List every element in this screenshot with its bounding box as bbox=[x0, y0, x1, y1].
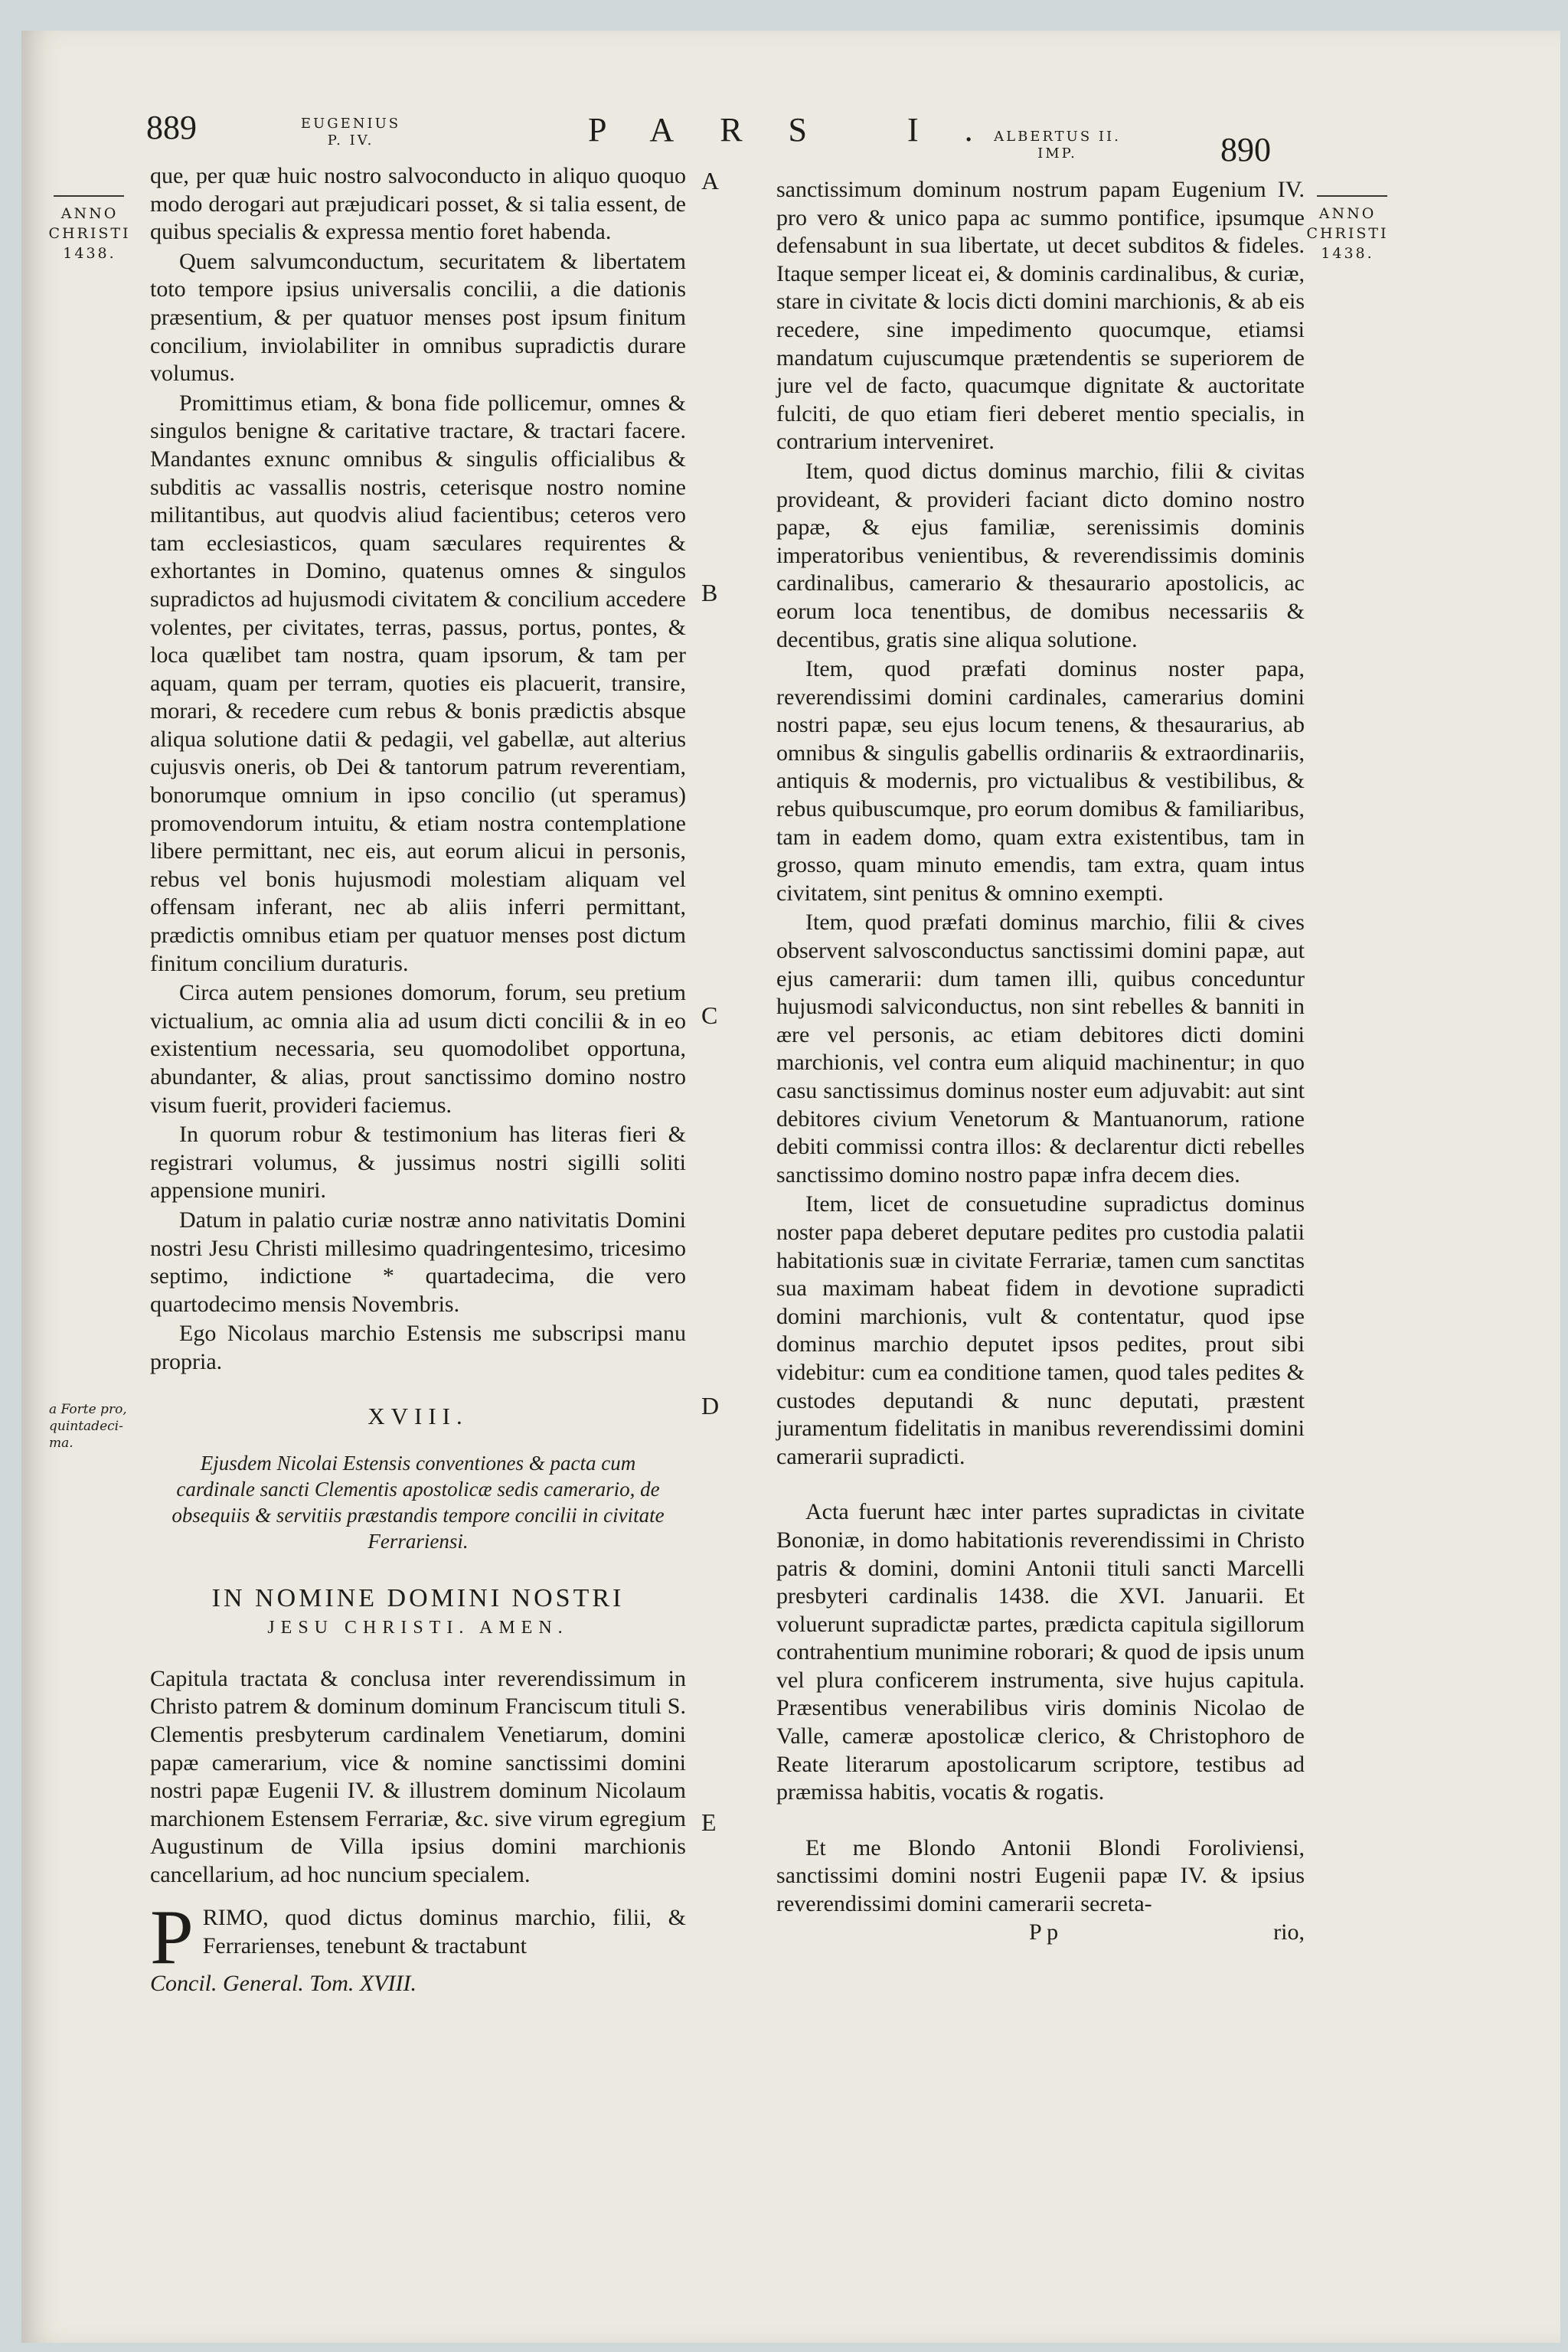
page-signature-line bbox=[776, 1919, 1305, 1949]
margin-rule-left bbox=[54, 195, 124, 197]
left-paragraph-3: Promittimus etiam, & bona fide pollicemur, omnes & singulos benigne & caritative tractare, & tractari facere. Mandantes exnunc omnibus & singulis officialibus & subditis ac vassallis nostris, ceterisque nostro nomine militantibus, aut quodvis aliud facientibus; ceteros vero tam ecclesiasticos, quam sæculares requirentes & exhortantes in Domino, quatenus omnes & singulos supradictos ad hujusmodi civitatem & concilium accedere volentes, per civitates, terras, passus, portus, pontes, & loca quælibet tam nostra, quam ipsorum, & tam per aquam, quam per terram, quoties eis placuerit, transire, morari, & recedere cum rebus & bonis prædictis absque aliqua solutione datii & pedagii, vel gabellæ, aut alterius cujusvis oneris, ob Dei & tantorum patrum reverentiam, bonorumque omnium in ipso concilio (ut speramus) promovendorum intuitu, & etiam nostra contemplatione libere permittant, nec eis, aut eorum alicui in personis, rebus vel bonis hujusmodi molestiam aliquam vel offensam inferant, nec ab aliis inferri permittant, prædictis omnibus etiam per quatuor menses post dictum finitum concilium duraturis. bbox=[150, 390, 686, 976]
right-runner-sub: IMP. bbox=[1037, 145, 1077, 162]
section-letter-c: C bbox=[701, 1001, 718, 1029]
left-running-head bbox=[297, 116, 404, 149]
section-letter-b: B bbox=[701, 579, 718, 606]
margin-year-right-line2: CHRISTI bbox=[1306, 225, 1389, 242]
margin-year-left-line2: CHRISTI bbox=[48, 225, 131, 242]
left-paragraph-4: Circa autem pensiones domorum, forum, seu pretium victualium, ac omnia alia ad usum dicti concilii & in eo existentium necessaria, seu quomodolibet opportuna, abundanter, & alias, prout sanctissimo domino nostro visum fuerit, provideri faciemus. bbox=[150, 980, 686, 1118]
right-runner-name: ALBERTUS II. bbox=[994, 129, 1121, 145]
side-note-left bbox=[49, 1401, 141, 1452]
margin-year-left bbox=[47, 204, 132, 263]
side-note-line3: ma. bbox=[49, 1436, 74, 1451]
book-page bbox=[21, 31, 1560, 2343]
right-column bbox=[776, 176, 1305, 1949]
section-letter-e: E bbox=[701, 1808, 717, 1836]
primo-paragraph bbox=[150, 1894, 686, 1981]
signature-mark: P p bbox=[1029, 1919, 1059, 1945]
left-paragraph-8: Capitula tractata & conclusa inter reverendissimum in Christo patrem & dominum dominum Franciscum tituli S. Clementis presbyterum cardinalem Venetiarum, domini papæ camerarium, vice & nomine sanctissimi domini nostri papæ Eugenii IV. & illustrem dominum Nicolaum marchionem Estensem Ferrariæ, &c. sive virum egregium Augustinum de Villa ipsius domini marchionis cancellarium, ad hoc nuncium specialem. bbox=[150, 1665, 686, 1887]
left-paragraph-2: Quem salvumconductum, securitatem & libertatem toto tempore ipsius universalis concilii, a die dationis præsentium, & per quatuor menses post ipsum finitum concilium, inviolabiliter in omnibus supradictis durare volumus. bbox=[150, 248, 686, 387]
catchword: rio, bbox=[1273, 1919, 1305, 1945]
right-paragraph-4: Item, quod præfati dominus marchio, filii & cives observent salvosconductus sanctissimi domini papæ, aut ejus camerarii: dum tamen illi, quibus conceduntur hujusmodi salviconductus, non sint rebelles & banniti in ære vel personis, ac etiam debitores dicti domini marchionis, vel contra eum aliquid machinentur; in quo casu sanctissimus dominus noster eum adjuvabit: aut sint debitores civium Venetorum & Mantuanorum, ratione debiti commissi contra illos: & declarentur dicti rebelles sanctissimo domino nostro papæ infra decem dies. bbox=[776, 910, 1305, 1187]
section-letter-a: A bbox=[701, 167, 720, 194]
left-paragraph-6: Datum in palatio curiæ nostræ anno nativitatis Domini nostri Jesu Christi millesimo quadringentesimo, tricesimo septimo, indictione * quartadecima, die vero quartodecimo mensis Novembris. bbox=[150, 1207, 686, 1317]
right-paragraph-1: sanctissimum dominum nostrum papam Eugenium IV. pro vero & unico papa ac summo pontifice, ipsumque defensabunt in sua libertate, ut decet subditos & fideles. Itaque semper liceat ei, & dominis cardinalibus, & curiæ, stare in civitate & locis dicti domini marchionis, & ab eis recedere, sine impedimento quocumque, etiamsi mandatum cujuscumque prætendentis se superiorem de jure vel de facto, quacumque dignitate & auctoritate fulciti, de quo etiam fieri deberet mentio specialis, in contrarium interveniret. bbox=[776, 177, 1305, 455]
left-column bbox=[150, 162, 686, 1998]
right-page-number: 890 bbox=[1220, 131, 1271, 168]
left-runner-sub: P. IV. bbox=[327, 132, 374, 149]
margin-year-left-line3: 1438. bbox=[63, 245, 116, 262]
right-paragraph-2: Item, quod dictus dominus marchio, filii & civitas provideant, & provideri faciant dicto domino nostro papæ, & ejus familiæ, serenissimis dominis imperatoribus venientibus, & reverendissimis dominis cardinalibus, camerario & thesaurario apostolicis, ac eorum loca tenentibus, de domibus necessariis & decentibus, gratis sine aliqua solutione. bbox=[776, 458, 1305, 652]
right-running-head bbox=[992, 129, 1122, 162]
section-letter-d: D bbox=[701, 1392, 720, 1419]
invocation-line-2: JESU CHRISTI. AMEN. bbox=[267, 1618, 569, 1638]
right-paragraph-7: Et me Blondo Antonii Blondi Foroliviensi, sanctissimi domini nostri Eugenii papæ IV. & ipsius reverendissimi domini camerarii secreta- bbox=[776, 1834, 1305, 1917]
left-paragraph-1: que, per quæ huic nostro salvoconducto in aliquo quoquo modo derogari aut præjudicari posset, & si talia essent, de quibus specialis & expressa mentio foret habenda. bbox=[150, 163, 686, 245]
section-number: XVIII. bbox=[368, 1402, 469, 1429]
margin-year-right bbox=[1302, 204, 1393, 263]
volume-footer: Concil. General. Tom. XVIII. bbox=[150, 1971, 417, 1997]
part-title: PARS I. bbox=[588, 111, 1019, 149]
drop-capital: P bbox=[150, 1894, 194, 1981]
left-paragraph-7: Ego Nicolaus marchio Estensis me subscripsi manu propria. bbox=[150, 1321, 686, 1374]
right-paragraph-6: Acta fuerunt hæc inter partes supradictas in civitate Bononiæ, in domo habitationis reverendissimi in Christo patris & domini, domini Antonii tituli sancti Marcelli presbyteri cardinalis 1438. die XVI. Januarii. Et voluerunt supradictæ partes, prædicta capitula sigillorum contrahentium munimine roborari; & quod de ipsis unum vel plura conficerem instrumenta, sive hujus capitula. Præsentibus venerabilibus viris dominis Nicolao de Valle, cameræ apostolicæ clerico, & Christophoro de Reate literarum apostolicarum scriptore, testibus ad præmissa habitis, vocatis & rogatis. bbox=[776, 1499, 1305, 1805]
invocation-line-1: IN NOMINE DOMINI NOSTRI bbox=[211, 1584, 625, 1613]
right-paragraph-3: Item, quod præfati dominus noster papa, reverendissimi domini cardinales, camerarius domini nostri papæ, seu ejus locum tenens, & thesaurarius, ab omnibus & singulis gabellis ordinariis & extraordinariis, antiquis & modernis, pro victualibus & vestibilibus, & rebus quibuscumque, pro eorum domibus & familiaribus, tam in eadem domo, quam extra existentibus, tam in grosso, quam minuto emendis, tam extra, quam intus civitatem, sint penitus & omnino exempti. bbox=[776, 656, 1305, 906]
left-paragraph-5: In quorum robur & testimonium has literas fieri & registrari volumus, & jussimus nostri sigilli soliti appensione muniri. bbox=[150, 1122, 686, 1204]
left-paragraph-9: RIMO, quod dictus dominus marchio, filii, & Ferrarienses, tenebunt & tractabunt bbox=[202, 1905, 686, 1959]
right-paragraph-5: Item, licet de consuetudine supradictus dominus noster papa deberet deputare pedites pro custodia palatii habitationis suæ in civitate Ferrariæ, tamen cum sanctitas sua maximam habeat fidem in devotione supradicti domini marchionis, vult & contentatur, quod ipse dominus marchio deputet ipsos pedites, prout sibi videbitur: cum ea conditione tamen, quod tales pedites & custodes deputandi & nunc deputati, præstent juramentum fidelitatis in manibus reverendissimi domini camerarii supradicti. bbox=[776, 1191, 1305, 1469]
margin-year-right-line3: 1438. bbox=[1321, 245, 1374, 262]
margin-year-left-line1: ANNO bbox=[60, 205, 119, 222]
margin-rule-right bbox=[1317, 195, 1387, 197]
section-summary: Ejusdem Nicolai Estensis conventiones & pacta cum cardinale sancti Clementis apostolicæ sedis camerario, de obsequiis & servitiis præstandis tempore concilii in civitate Ferrariensi. bbox=[172, 1452, 665, 1553]
side-note-line1: a Forte pro, bbox=[49, 1402, 127, 1417]
left-page-number: 889 bbox=[146, 109, 197, 146]
left-runner-name: EUGENIUS bbox=[300, 116, 401, 132]
side-note-line2: quintadeci- bbox=[49, 1419, 123, 1434]
margin-year-right-line1: ANNO bbox=[1318, 205, 1377, 222]
